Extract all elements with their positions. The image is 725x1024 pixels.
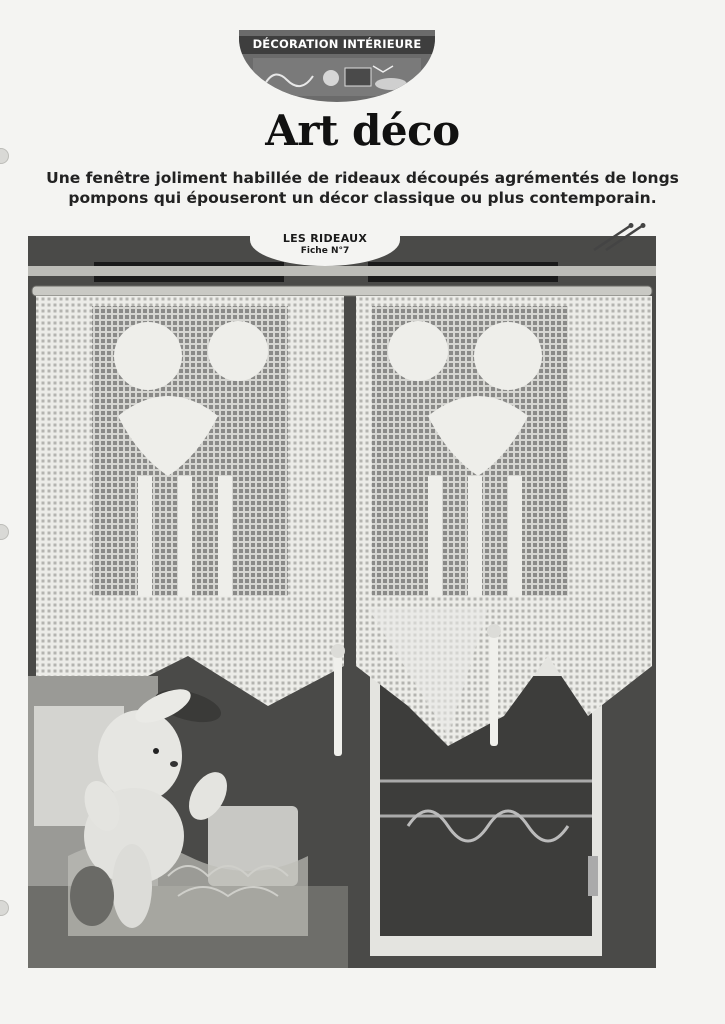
article-title: Art déco [265,106,460,155]
subtitle-line-2: pompons qui épouseront un décor classique ou plus contemporain. [68,189,657,207]
knitting-needles-icon [590,222,652,254]
subtitle-line-1: Une fenêtre joliment habillée de rideaux découpés agrémentés de longs [46,169,679,187]
curtain-photo [28,236,656,968]
photo-category: LES RIDEAUX [282,232,368,245]
article-subtitle [20,168,705,208]
section-header-tab [239,30,435,102]
curtain-photo-illustration [28,236,656,968]
section-label: DÉCORATION INTÉRIEURE [252,37,422,51]
decor-motif-icon [253,58,421,96]
punch-hole-middle [0,524,9,540]
photo-sheet-number: Fiche N°7 [300,246,350,256]
punch-hole-bottom [0,900,9,916]
